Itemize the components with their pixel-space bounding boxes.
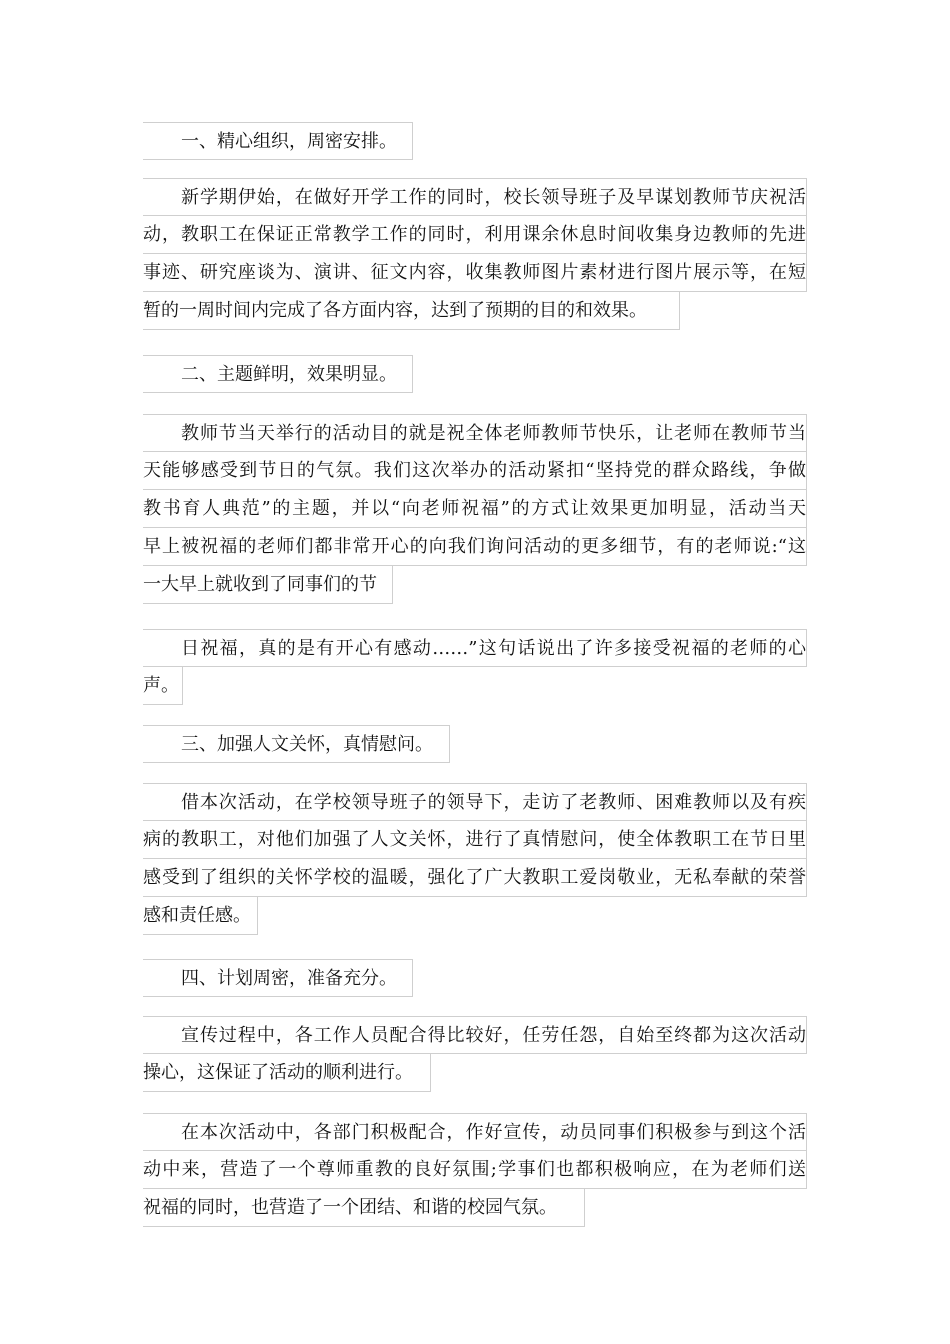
heading-1 <box>143 122 807 160</box>
text-line: 借本次活动，在学校领导班子的领导下，走访了老教师、困难教师以及有疾 <box>143 783 807 821</box>
text-line: 三、加强人文关怀，真情慰问。 <box>143 725 450 763</box>
text-line: 感和责任感。 <box>143 897 258 935</box>
paragraph-2 <box>143 414 807 604</box>
paragraph-4 <box>143 783 807 935</box>
paragraph-6 <box>143 1113 807 1227</box>
text-line: 天能够感受到节日的气氛。我们这次举办的活动紧扣“坚持党的群众路线，争做 <box>143 452 807 490</box>
text-line: 动，教职工在保证正常教学工作的同时，利用课余休息时间收集身边教师的先进 <box>143 216 807 254</box>
text-line: 病的教职工，对他们加强了人文关怀，进行了真情慰问，使全体教职工在节日里 <box>143 821 807 859</box>
text-line: 感受到了组织的关怀学校的温暖，强化了广大教职工爱岗敬业，无私奉献的荣誉 <box>143 859 807 897</box>
heading-3 <box>143 725 807 763</box>
text-line: 在本次活动中，各部门积极配合，作好宣传，动员同事们积极参与到这个活 <box>143 1113 807 1151</box>
text-line: 一、精心组织，周密安排。 <box>143 122 413 160</box>
paragraph-1 <box>143 178 807 330</box>
text-line: 动中来，营造了一个尊师重教的良好氛围;学事们也都积极响应，在为老师们送 <box>143 1151 807 1189</box>
text-line: 教师节当天举行的活动目的就是祝全体老师教师节快乐，让老师在教师节当 <box>143 414 807 452</box>
text-line: 教书育人典范”的主题，并以“向老师祝福”的方式让效果更加明显，活动当天 <box>143 490 807 528</box>
text-line: 一大早上就收到了同事们的节 <box>143 566 393 604</box>
text-line: 新学期伊始，在做好开学工作的同时，校长领导班子及早谋划教师节庆祝活 <box>143 178 807 216</box>
text-line: 宣传过程中，各工作人员配合得比较好，任劳任怨，自始至终都为这次活动 <box>143 1016 807 1054</box>
heading-4 <box>143 959 807 997</box>
text-line: 早上被祝福的老师们都非常开心的向我们询问活动的更多细节，有的老师说:“这 <box>143 528 807 566</box>
text-line: 操心，这保证了活动的顺利进行。 <box>143 1054 431 1092</box>
text-line: 日祝福，真的是有开心有感动……”这句话说出了许多接受祝福的老师的心 <box>143 629 807 667</box>
text-line: 四、计划周密，准备充分。 <box>143 959 413 997</box>
text-line: 祝福的同时，也营造了一个团结、和谐的校园气氛。 <box>143 1189 585 1227</box>
paragraph-3 <box>143 629 807 705</box>
text-line: 事迹、研究座谈为、演讲、征文内容，收集教师图片素材进行图片展示等，在短 <box>143 254 807 292</box>
text-line: 暂的一周时间内完成了各方面内容，达到了预期的目的和效果。 <box>143 292 680 330</box>
text-line: 声。 <box>143 667 183 705</box>
text-line: 二、主题鲜明，效果明显。 <box>143 355 413 393</box>
paragraph-5 <box>143 1016 807 1092</box>
heading-2 <box>143 355 807 393</box>
